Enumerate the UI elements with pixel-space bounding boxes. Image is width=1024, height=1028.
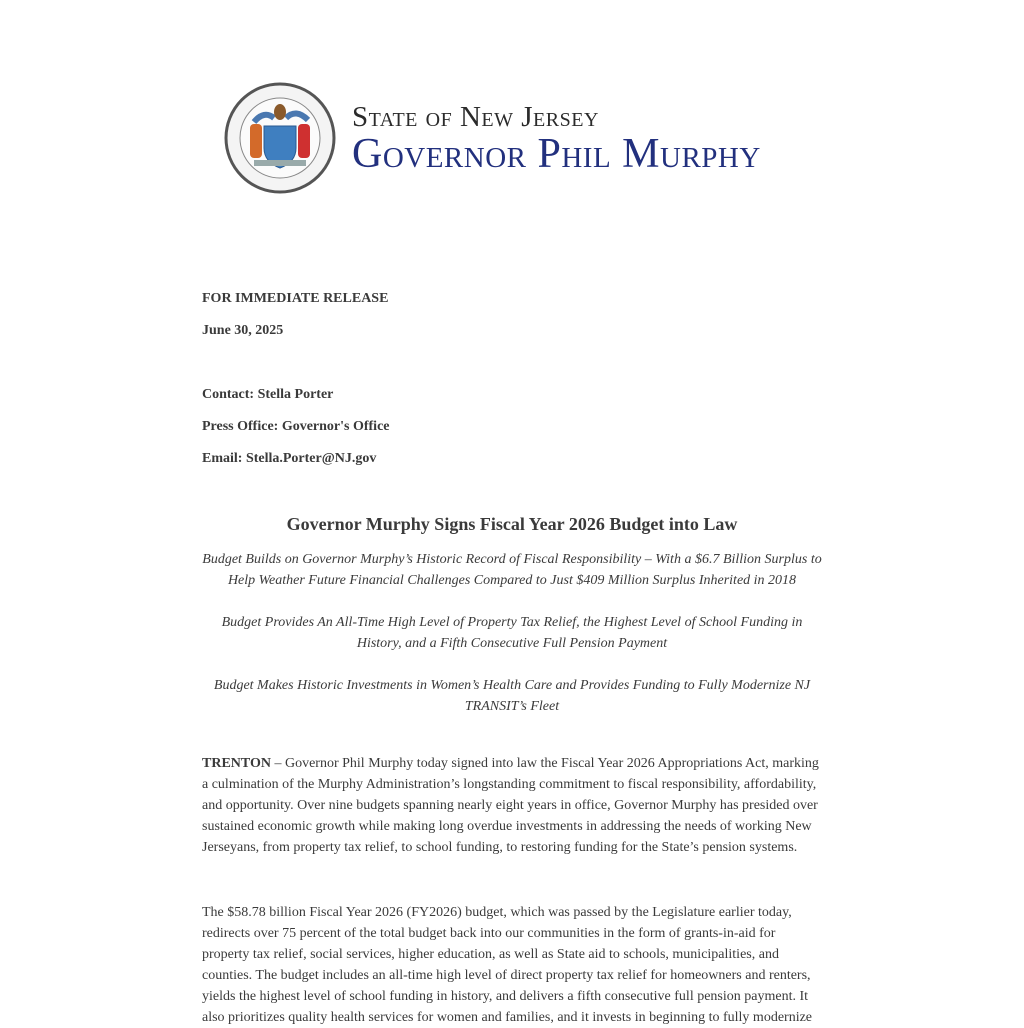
- logo-wordmark: [352, 101, 761, 177]
- press-office: Press Office: Governor's Office: [202, 419, 390, 434]
- article-title: Governor Murphy Signs Fiscal Year 2026 Budget into Law: [286, 514, 738, 534]
- release-label: FOR IMMEDIATE RELEASE: [202, 291, 389, 306]
- dateline: TRENTON: [202, 756, 271, 771]
- paragraph-1-text: – Governor Phil Murphy today signed into law the Fiscal Year 2026 Appropriations Act, marking a culmination of the Murphy Administration’s longstanding commitment to fiscal responsibility, affordability, and opportunity. Over nine budgets spanning nearly eight years in office, Governor Murphy has presided over sustained economic growth while making long overdue investments in addressing the needs of working New Jerseyans, from property tax relief, to school funding, to restoring funding for the State’s pension systems.: [202, 756, 819, 855]
- logo-state-line: State of New Jersey: [352, 101, 599, 133]
- state-seal-icon: [224, 82, 336, 194]
- subhead-2: Budget Provides An All-Time High Level of Property Tax Relief, the Highest Level of School Funding in History, and a Fifth Consecutive Full Pension Payment: [221, 615, 803, 651]
- contact-email: Email: Stella.Porter@NJ.gov: [202, 451, 377, 466]
- subhead-3: Budget Makes Historic Investments in Women’s Health Care and Provides Funding to Fully Modernize NJ TRANSIT’s Fleet: [213, 678, 811, 714]
- contact-name: Contact: Stella Porter: [202, 387, 334, 402]
- release-date: June 30, 2025: [202, 323, 284, 338]
- letterhead: [224, 82, 804, 194]
- body-paragraph-1: [202, 753, 824, 858]
- subhead-1: Budget Builds on Governor Murphy’s Historic Record of Fiscal Responsibility – With a $6.7 Billion Surplus to Help Weather Future Financial Challenges Compared to Just $409 Million Surplus Inherited in 2018: [202, 552, 822, 588]
- body-paragraph-2: The $58.78 billion Fiscal Year 2026 (FY2026) budget, which was passed by the Legislature earlier today, redirects over 75 percent of the total budget back into our communities in the form of grants-in-aid for property tax relief, social services, higher education, as well as State aid to schools, municipalities, and counties. The budget includes an all-time high level of direct property tax relief for homeowners and renters, yields the highest level of school funding in history, and delivers a fifth consecutive full pension payment. It also prioritizes quality health services for women and families, and it invests in beginning to fully modernize: [202, 905, 813, 1025]
- logo-governor-line: Governor Phil Murphy: [352, 131, 761, 177]
